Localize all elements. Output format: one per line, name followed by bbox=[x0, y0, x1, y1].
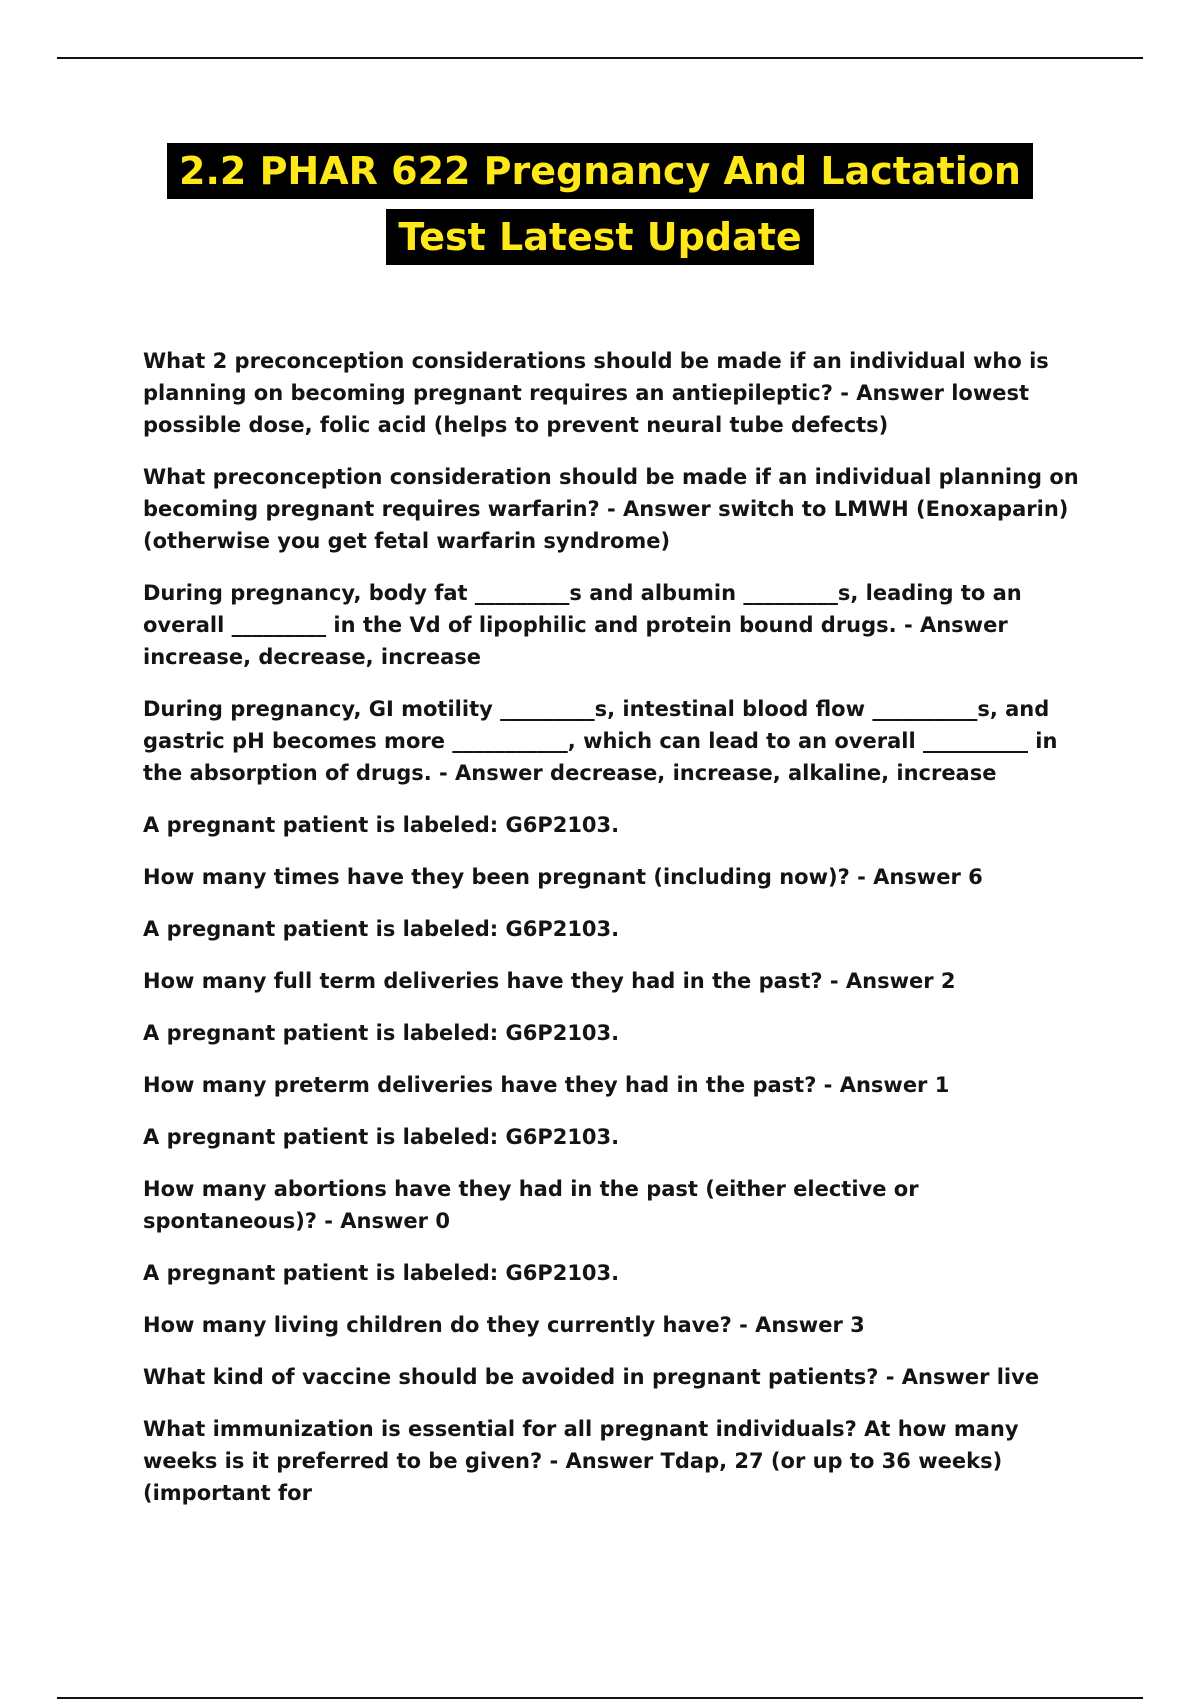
qa-paragraph: What 2 preconception considerations should be made if an individual who is planning on becoming pregnant requires an antiepileptic? - Answer lowest possible dose, folic acid (helps to prevent neural tube defects) bbox=[143, 349, 1049, 437]
qa-paragraph: What immunization is essential for all pregnant individuals? At how many weeks is it preferred to be given? - Answer Tdap, 27 (or up to 36 weeks) (important for bbox=[143, 1417, 1019, 1505]
qa-paragraph: What kind of vaccine should be avoided in pregnant patients? - Answer live bbox=[143, 1365, 1040, 1389]
qa-paragraph: How many times have they been pregnant (including now)? - Answer 6 bbox=[143, 865, 983, 889]
qa-paragraph: During pregnancy, GI motility _________s, intestinal blood flow __________s, and gastric pH becomes more ___________, which can lead to an overall __________ in the absorption of drugs. - Answer decrease, increase, alkaline, increase bbox=[143, 697, 1058, 785]
qa-paragraph: What preconception consideration should be made if an individual planning on becoming pregnant requires warfarin? - Answer switch to LMWH (Enoxaparin) (otherwise you get fetal warfarin syndrome) bbox=[143, 465, 1079, 553]
qa-paragraph: A pregnant patient is labeled: G6P2103. bbox=[143, 1021, 620, 1045]
title-line-1: 2.2 PHAR 622 Pregnancy And Lactation bbox=[167, 143, 1033, 199]
qa-paragraph: A pregnant patient is labeled: G6P2103. bbox=[143, 1261, 620, 1285]
qa-paragraph: How many abortions have they had in the past (either elective or spontaneous)? - Answer 0 bbox=[143, 1177, 919, 1233]
qa-paragraph: During pregnancy, body fat _________s and albumin _________s, leading to an overall _________ in the Vd of lipophilic and protein bound drugs. - Answer increase, decrease, increase bbox=[143, 581, 1022, 669]
document-title bbox=[0, 143, 1200, 265]
qa-content bbox=[143, 345, 1093, 1529]
qa-paragraph: A pregnant patient is labeled: G6P2103. bbox=[143, 813, 620, 837]
qa-paragraph: How many living children do they currently have? - Answer 3 bbox=[143, 1313, 865, 1337]
title-line-2: Test Latest Update bbox=[386, 209, 813, 265]
bottom-divider bbox=[57, 1697, 1143, 1699]
qa-paragraph: How many preterm deliveries have they had in the past? - Answer 1 bbox=[143, 1073, 950, 1097]
qa-paragraph: A pregnant patient is labeled: G6P2103. bbox=[143, 917, 620, 941]
top-divider bbox=[57, 57, 1143, 59]
qa-paragraph: A pregnant patient is labeled: G6P2103. bbox=[143, 1125, 620, 1149]
qa-paragraph: How many full term deliveries have they had in the past? - Answer 2 bbox=[143, 969, 956, 993]
